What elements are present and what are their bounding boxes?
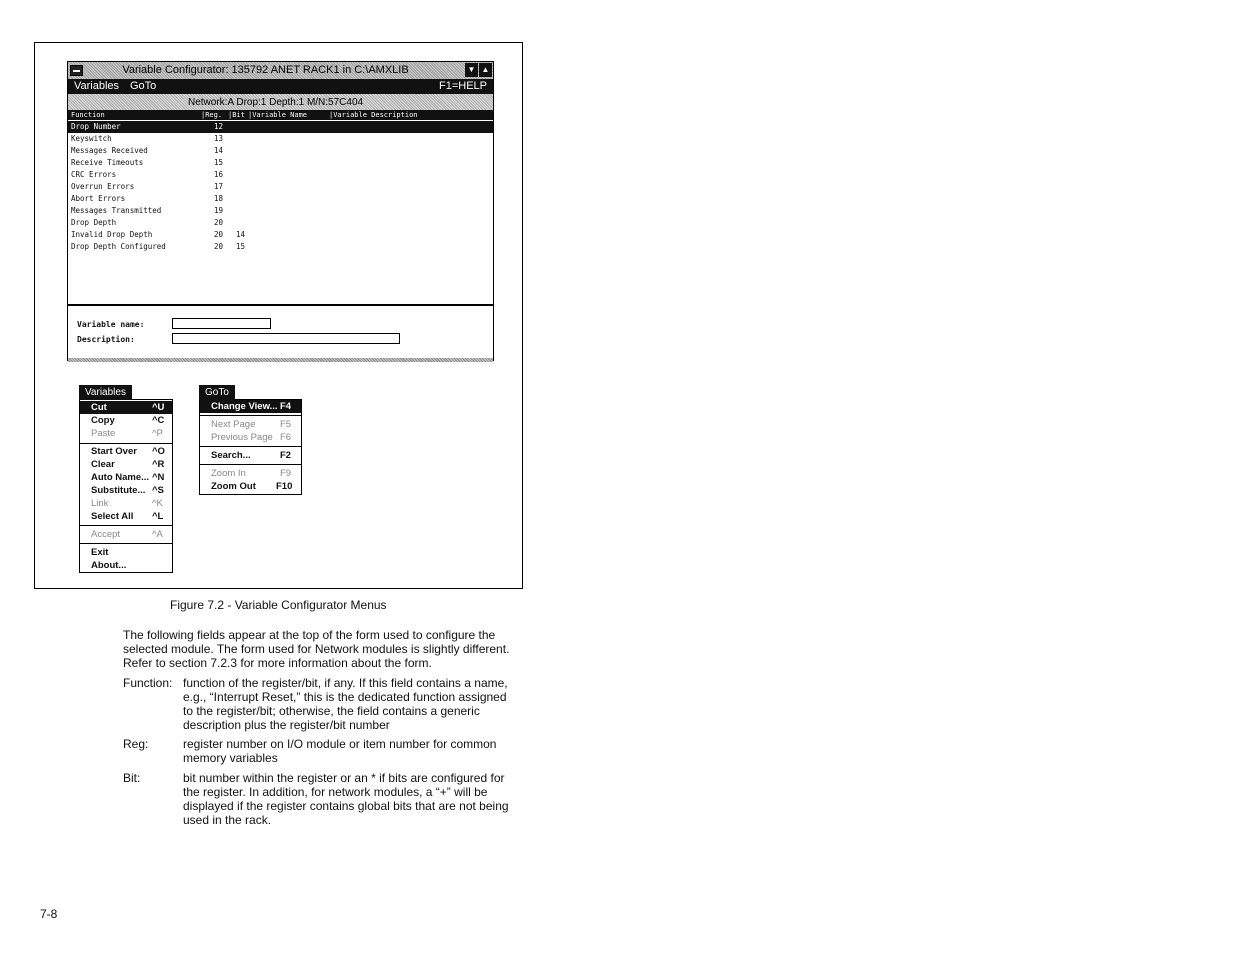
menu-item-about[interactable]: About... (91, 560, 127, 571)
menu-item-cut[interactable]: Cut ^U (80, 401, 172, 414)
table-row[interactable]: Invalid Drop Depth 20 14 (71, 230, 246, 239)
table-row[interactable]: Messages Transmitted 19 (71, 206, 224, 215)
menu-item-zoom-out[interactable]: Zoom Out F10 (211, 481, 293, 492)
menu-item-exit[interactable]: Exit (91, 547, 109, 558)
minimize-button[interactable]: ▼ (465, 63, 478, 77)
menu-bar (68, 79, 493, 94)
menu-item-previous-page[interactable]: Previous Page F6 (211, 432, 292, 443)
intro-paragraph: The following fields appear at the top of the form used to configure the selected module. The form used for Network modules is slightly different. Refer to section 7.2.3 for more information about the form. (123, 628, 510, 670)
col-function: Function (71, 111, 105, 119)
menu-item-substitute[interactable]: Substitute... ^S (91, 485, 164, 496)
table-row[interactable]: Drop Depth Configured 20 15 (71, 242, 246, 251)
field-term: Bit: (123, 771, 141, 785)
goto-menu (199, 387, 302, 495)
menu-item-paste[interactable]: Paste ^P (91, 428, 163, 439)
field-term: Function: (123, 676, 173, 690)
goto-menu-title[interactable]: GoTo (199, 385, 235, 400)
table-row[interactable]: Drop Number 12 (68, 121, 493, 133)
figure-caption: Figure 7.2 - Variable Configurator Menus (170, 598, 387, 612)
table-row[interactable]: Abort Errors 18 (71, 194, 224, 203)
table-row[interactable]: Messages Received 14 (71, 146, 224, 155)
network-info-bar (68, 94, 493, 110)
menu-item-copy[interactable]: Copy ^C (91, 415, 165, 426)
menu-item-zoom-in[interactable]: Zoom In F9 (211, 468, 292, 479)
field-definition: bit number within the register or an * if bits are configured for the register. In addition, for network modules, a “+” will be displayed if the register contains global bits that are not being used in the rack. (183, 771, 509, 827)
variables-menu (79, 387, 173, 573)
col-bit: |Bit (228, 111, 245, 119)
col-variable-description: |Variable Description (329, 111, 418, 119)
field-function (123, 676, 523, 734)
menu-item-clear[interactable]: Clear ^R (91, 459, 165, 470)
table-row[interactable]: Receive Timeouts 15 (71, 158, 224, 167)
variable-form (68, 304, 493, 362)
col-variable-name: |Variable Name (248, 111, 308, 119)
window-title: Variable Configurator: 135792 ANET RACK1 in C:\AMXLIB (122, 64, 409, 76)
col-reg: |Reg. (201, 111, 223, 119)
menu-item-auto-name[interactable]: Auto Name... ^N (91, 472, 165, 483)
field-definition: function of the register/bit, if any. If this field contains a name, e.g., “Interrupt Reset,” this is the dedicated function assigned to the register/bit; otherwise, the field contains a generic description plus the register/bit number (183, 676, 508, 732)
field-bit (123, 771, 523, 829)
description-input[interactable] (172, 333, 400, 344)
variables-menu-title[interactable]: Variables (79, 385, 132, 400)
field-reg (123, 737, 523, 767)
page-number: 7-8 (40, 907, 58, 921)
field-definition: register number on I/O module or item number for common memory variables (183, 737, 497, 765)
menu-item-search[interactable]: Search... F2 (211, 450, 292, 461)
menu-item-start-over[interactable]: Start Over ^O (91, 446, 165, 457)
menu-goto[interactable]: GoTo (130, 80, 157, 92)
title-bar (68, 62, 493, 80)
table-row[interactable]: Drop Depth 20 (71, 218, 224, 227)
configurator-window (67, 61, 494, 361)
menu-item-change-view[interactable]: Change View... F4 (200, 400, 301, 413)
variable-name-input[interactable] (172, 318, 271, 329)
menu-item-select-all[interactable]: Select All ^L (91, 511, 164, 522)
table-row[interactable]: CRC Errors 16 (71, 170, 224, 179)
table-row[interactable]: Overrun Errors 17 (71, 182, 224, 191)
column-header (68, 110, 493, 120)
menu-item-accept[interactable]: Accept ^A (91, 529, 163, 540)
menu-item-next-page[interactable]: Next Page F5 (211, 419, 292, 430)
network-info: Network:A Drop:1 Depth:1 M/N:57C404 (188, 97, 364, 108)
maximize-button[interactable]: ▲ (479, 63, 492, 77)
variable-name-label: Variable name: (77, 320, 145, 329)
menu-item-link[interactable]: Link ^K (91, 498, 163, 509)
menu-variables[interactable]: Variables (74, 80, 120, 92)
description-label: Description: (77, 335, 135, 344)
help-hint[interactable]: F1=HELP (439, 80, 487, 92)
field-term: Reg: (123, 737, 149, 751)
table-row[interactable]: Keyswitch 13 (71, 134, 224, 143)
register-list (68, 121, 493, 253)
